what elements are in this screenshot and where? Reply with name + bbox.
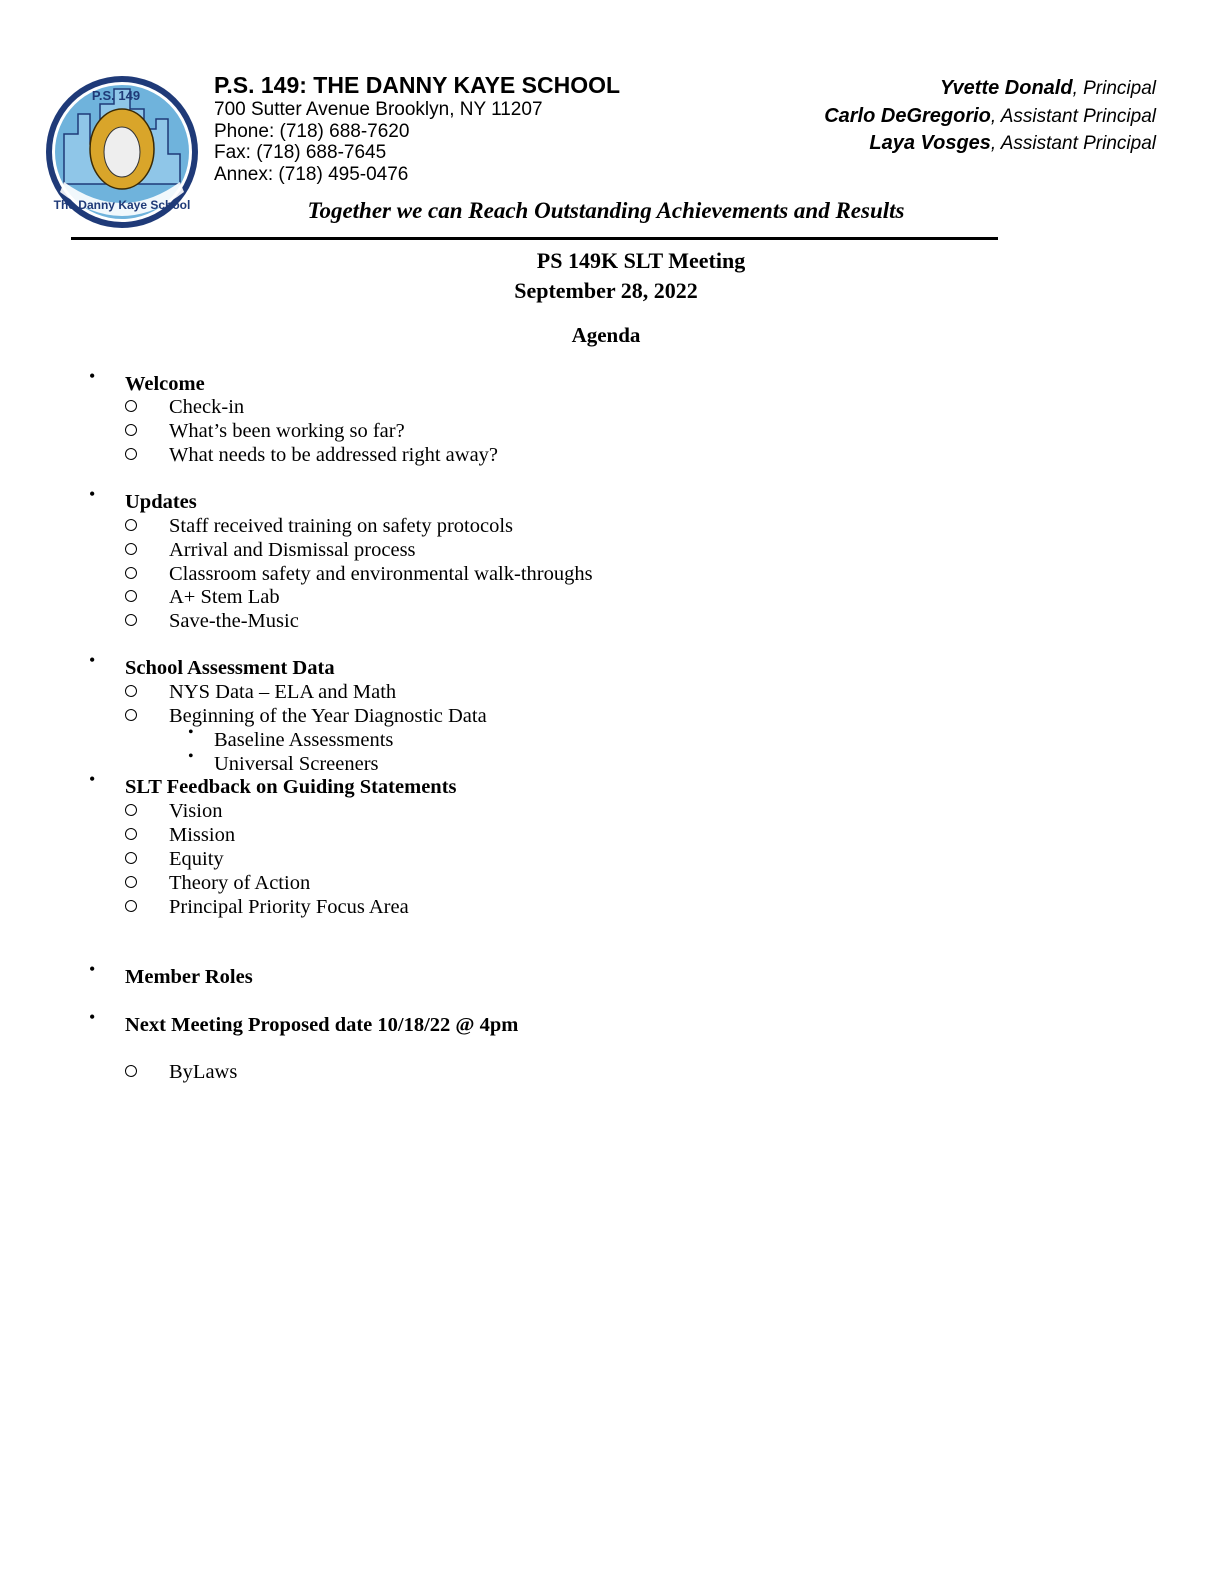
agenda-item: Theory of Action xyxy=(169,872,311,894)
circle-bullet-icon xyxy=(125,804,137,816)
bullet-icon: • xyxy=(89,1007,96,1027)
staff-name: Laya Vosges xyxy=(869,132,991,154)
tagline: Together we can Reach Outstanding Achievements and Results xyxy=(307,198,905,223)
agenda-item: Save-the-Music xyxy=(169,610,299,632)
meeting-date: September 28, 2022 xyxy=(514,278,698,303)
agenda-section-heading: Member Roles xyxy=(125,966,253,988)
school-name: P.S. 149: THE DANNY KAYE SCHOOL xyxy=(214,72,621,98)
header-divider xyxy=(71,237,998,240)
agenda-item: NYS Data – ELA and Math xyxy=(169,681,397,703)
agenda-item: Baseline Assessments xyxy=(214,729,394,751)
circle-bullet-icon xyxy=(125,424,137,436)
staff-principal xyxy=(940,77,1156,100)
agenda-item: ByLaws xyxy=(169,1061,238,1083)
school-fax: Fax: (718) 688-7645 xyxy=(214,142,387,163)
agenda-item: Vision xyxy=(169,800,223,822)
circle-bullet-icon xyxy=(125,900,137,912)
agenda-section-heading: SLT Feedback on Guiding Statements xyxy=(125,776,457,798)
circle-bullet-icon xyxy=(125,828,137,840)
school-address: 700 Sutter Avenue Brooklyn, NY 11207 xyxy=(214,99,543,120)
staff-role: , Principal xyxy=(1072,78,1156,99)
circle-bullet-icon xyxy=(125,1065,137,1077)
agenda-item: What’s been working so far? xyxy=(169,420,405,442)
staff-name: Carlo DeGregorio xyxy=(824,105,991,127)
staff-role: , Assistant Principal xyxy=(990,106,1156,127)
agenda-item: A+ Stem Lab xyxy=(169,586,280,608)
staff-assistant-principal xyxy=(869,132,1156,155)
circle-bullet-icon xyxy=(125,448,137,460)
agenda-item: Principal Priority Focus Area xyxy=(169,896,409,918)
agenda-item: Equity xyxy=(169,848,224,870)
agenda-heading: Agenda xyxy=(571,323,641,347)
agenda-item: Arrival and Dismissal process xyxy=(169,539,416,561)
circle-bullet-icon xyxy=(125,876,137,888)
agenda-item: Universal Screeners xyxy=(214,753,379,775)
agenda-section-heading: Updates xyxy=(125,491,197,513)
circle-bullet-icon xyxy=(125,543,137,555)
staff-name: Yvette Donald xyxy=(939,77,1073,99)
agenda-section-heading: Next Meeting Proposed date 10/18/22 @ 4pm xyxy=(125,1014,519,1036)
staff-assistant-principal xyxy=(824,105,1156,128)
circle-bullet-icon xyxy=(125,709,137,721)
agenda-item: Beginning of the Year Diagnostic Data xyxy=(169,705,487,727)
bullet-icon: • xyxy=(89,484,96,504)
svg-text:P.S. 149: P.S. 149 xyxy=(91,88,141,103)
bullet-icon: • xyxy=(89,650,96,670)
svg-text:The Danny Kaye School: The Danny Kaye School xyxy=(53,198,191,212)
agenda-item: Check-in xyxy=(169,396,245,418)
circle-bullet-icon xyxy=(125,614,137,626)
circle-bullet-icon xyxy=(125,685,137,697)
staff-role: , Assistant Principal xyxy=(990,133,1156,154)
meeting-title: PS 149K SLT Meeting xyxy=(536,248,746,273)
bullet-icon: • xyxy=(89,769,96,789)
circle-bullet-icon xyxy=(125,519,137,531)
agenda-section-heading: School Assessment Data xyxy=(125,657,335,679)
bullet-icon: • xyxy=(188,748,194,765)
circle-bullet-icon xyxy=(125,590,137,602)
bullet-icon: • xyxy=(89,366,96,386)
bullet-icon: • xyxy=(188,724,194,741)
agenda-item: Classroom safety and environmental walk-throughs xyxy=(169,563,593,585)
bullet-icon: • xyxy=(89,959,96,979)
school-phone: Phone: (718) 688-7620 xyxy=(214,121,410,142)
agenda-item: Staff received training on safety protocols xyxy=(169,515,514,537)
agenda-item: What needs to be addressed right away? xyxy=(169,444,499,466)
circle-bullet-icon xyxy=(125,852,137,864)
agenda-section-heading: Welcome xyxy=(125,373,205,395)
agenda-item: Mission xyxy=(169,824,236,846)
circle-bullet-icon xyxy=(125,567,137,579)
school-annex: Annex: (718) 495-0476 xyxy=(214,164,409,185)
circle-bullet-icon xyxy=(125,400,137,412)
